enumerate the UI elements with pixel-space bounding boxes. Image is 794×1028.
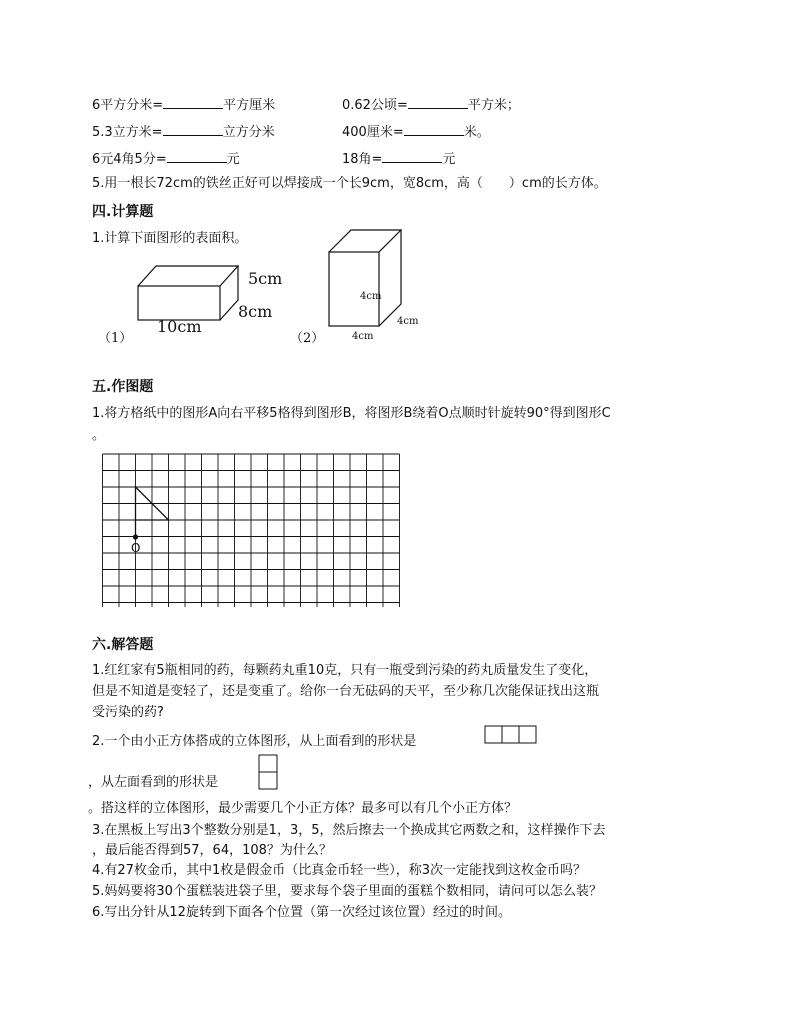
grid-lines — [103, 454, 400, 607]
section-5-question-1-end: 。 — [92, 428, 106, 443]
text: 米。 — [463, 125, 490, 140]
answer-blank[interactable] — [163, 123, 223, 136]
answer-blank[interactable] — [382, 150, 442, 163]
blank-row-2-right — [342, 123, 490, 141]
text: 400厘米= — [342, 125, 404, 140]
text: 立方分米 — [222, 125, 275, 140]
cuboid-height-label: 5cm — [248, 269, 283, 288]
section-5-title: 五.作图题 — [92, 379, 154, 395]
section-6-question-1-line-3: 受污染的药? — [92, 705, 164, 720]
section-6-question-2-line-1: 2.一个由小正方体搭成的立体图形，从上面看到的形状是 — [92, 734, 417, 749]
text: 6平方分米= — [92, 98, 164, 113]
answer-blank[interactable] — [167, 150, 227, 163]
square-grid-paper[interactable] — [98, 452, 400, 607]
text: 18角= — [342, 152, 383, 167]
answer-blank[interactable] — [163, 96, 223, 109]
answer-blank[interactable] — [404, 123, 464, 136]
section-6-question-1-line-1: 1.红红家有5瓶相同的药，每颗药丸重10克，只有一瓶受到污染的药丸质量发生了变化， — [92, 663, 598, 678]
text: 平方米； — [467, 98, 520, 113]
cuboid-width-label: 8cm — [238, 302, 273, 321]
blank-row-2-left — [92, 123, 275, 141]
figure-2-label: （2） — [290, 331, 325, 346]
section-6-question-5: 5.妈妈要将30个蛋糕装进袋子里，要求每个袋子里面的蛋糕个数相同，请问可以怎么装？ — [92, 884, 602, 899]
section-6-title: 六.解答题 — [92, 637, 154, 653]
point-o-label: O — [131, 541, 141, 555]
blank-row-1-left — [92, 96, 275, 114]
text: 平方厘米 — [223, 98, 276, 113]
cube-depth-label: 4cm — [397, 316, 419, 327]
text: 元 — [226, 152, 240, 167]
question-5: 5.用一根长72cm的铁丝正好可以焊接成一个长9cm，宽8cm，高（ ）cm的长方体。 — [92, 176, 607, 191]
section-5-question-1: 1.将方格纸中的图形A向右平移5格得到图形B，将图形B绕着O点顺时针旋转90°得到图形C — [92, 406, 611, 421]
cube-figure — [325, 226, 405, 332]
section-6-question-3-line-1: 3.在黑板上写出3个整数分别是1，3，5，然后擦去一个换成其它两数之和，这样操作下去 — [92, 823, 606, 838]
left-view-shape — [258, 754, 280, 792]
blank-row-3-right — [342, 150, 455, 168]
text: 0.62公顷= — [342, 98, 408, 113]
section-6-question-4: 4.有27枚金币，其中1枚是假金币（比真金币轻一些），称3次一定能找到这枚金币吗？ — [92, 863, 586, 878]
text: 元 — [442, 152, 456, 167]
section-6-question-3-line-2: ，最后能否得到57，64，108？为什么？ — [92, 843, 332, 858]
section-6-question-1-line-2: 但是不知道是变轻了，还是变重了。给你一台无砝码的天平，至少称几次能保证找出这瓶 — [92, 684, 600, 699]
point-o-marker — [133, 534, 138, 539]
blank-row-3-left — [92, 150, 240, 168]
blank-row-1-right — [342, 96, 520, 114]
section-6-question-2-line-3: 。搭这样的立体图形，最少需要几个小正方体？最多可以有几个小正方体？ — [88, 801, 518, 816]
section-6-question-6: 6.写出分针从12旋转到下面各个位置（第一次经过该位置）经过的时间。 — [92, 905, 511, 920]
cube-front-label: 4cm — [360, 291, 382, 302]
answer-blank[interactable] — [408, 96, 468, 109]
section-6-question-2-line-2: ，从左面看到的形状是 — [88, 775, 219, 790]
cuboid-length-label: 10cm — [157, 317, 202, 336]
cube-bottom-label: 4cm — [352, 331, 374, 342]
section-4-question-1: 1.计算下面图形的表面积。 — [92, 231, 248, 246]
text: 5.3立方米= — [92, 125, 163, 140]
section-4-title: 四.计算题 — [92, 204, 154, 220]
top-view-shape — [484, 725, 540, 745]
text: 6元4角5分= — [92, 152, 167, 167]
figure-1-label: （1） — [98, 331, 133, 346]
